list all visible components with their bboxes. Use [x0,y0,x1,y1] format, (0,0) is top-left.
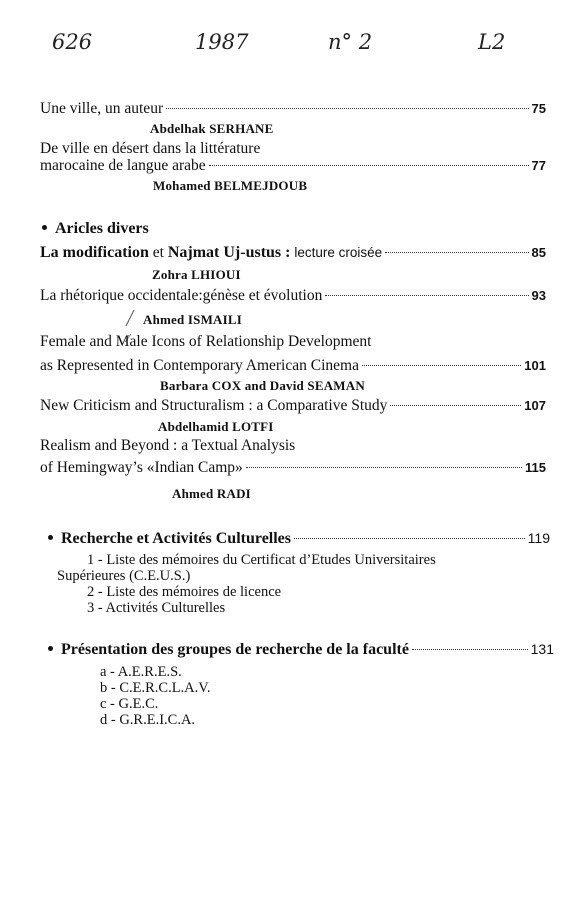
dot-leader [325,295,528,296]
list-item: a - A.E.R.E.S. [100,664,182,680]
page-number: 101 [524,358,546,373]
list-item: 3 - Activités Culturelles [87,600,226,616]
entry-author: Abdelhamid LOTFI [158,419,274,434]
page-number: 77 [531,158,546,173]
dot-leader [209,165,529,166]
entry-title-line: Realism and Beyond : a Textual Analysis [40,437,296,454]
dot-leader [166,108,528,109]
entry-author: Zohra LHIOUI [152,267,241,282]
section-heading-recherche: Recherche et Activités Culturelles 119 [48,530,550,548]
entry-author: Mohamed BELMEJDOUB [153,178,308,193]
toc-entry-new-criticism [40,397,546,415]
handwritten-number: 626 [52,30,93,54]
entry-author: Abdelhak SERHANE [150,121,274,136]
toc-entry-une-ville [40,100,546,118]
page-number: 75 [531,101,546,116]
entry-author: Ahmed RADI [172,486,251,501]
page-number: 115 [525,460,546,475]
list-item: c - G.E.C. [100,696,159,712]
handwritten-issue: n° 2 [328,30,373,54]
dot-leader [294,538,525,539]
entry-title: La modification et Najmat Uj-ustus : lecture croisée [40,244,383,261]
entry-title-line: Female and Male Icons of Relationship Development [40,333,372,350]
entry-title: as Represented in Contemporary American Cinema [40,357,359,374]
entry-title-line: De ville en désert dans la littérature [40,140,261,157]
page-number: 131 [530,641,554,657]
entry-title: marocaine de langue arabe [40,157,206,174]
toc-entry-la-rhetorique [40,287,546,305]
section-heading-articles: Aricles divers [42,220,149,238]
list-item: b - C.E.R.C.L.A.V. [100,680,211,696]
list-item: 1 - Liste des mémoires du Certificat d’Etudes Universitaires [87,552,436,568]
handwritten-code: L2 [478,30,506,54]
entry-author: Ahmed ISMAILI [143,312,243,327]
dot-leader [246,467,522,468]
page-number: 119 [527,530,550,546]
dot-leader [362,365,521,366]
toc-entry-realism [40,459,546,477]
bullet-icon [42,225,47,230]
entry-title: of Hemingway’s «Indian Camp» [40,459,243,476]
dot-leader [385,252,528,253]
dot-leader [412,649,528,650]
page-number: 85 [531,245,546,260]
section-heading-groupes: Présentation des groupes de recherche de la faculté 131 [48,641,554,659]
bullet-icon [48,535,53,540]
list-item: Supérieures (C.E.U.S.) [57,568,191,584]
entry-author: Barbara COX and David SEAMAN [160,378,365,393]
toc-entry-de-ville [40,157,546,175]
entry-title: Une ville, un auteur [40,100,164,117]
list-item: d - G.R.E.I.C.A. [100,712,196,728]
list-item: 2 - Liste des mémoires de licence [87,584,282,600]
dot-leader [390,405,521,406]
handwritten-year: 1987 [195,30,249,54]
bullet-icon [48,646,53,651]
toc-entry-female-and-male [40,357,546,375]
entry-title: La rhétorique occidentale:génèse et évolution [40,287,323,304]
toc-entry-la-modification [40,244,546,262]
entry-title: New Criticism and Structuralism : a Comparative Study [40,397,388,414]
page-number: 93 [531,288,546,303]
page-number: 107 [524,398,546,413]
